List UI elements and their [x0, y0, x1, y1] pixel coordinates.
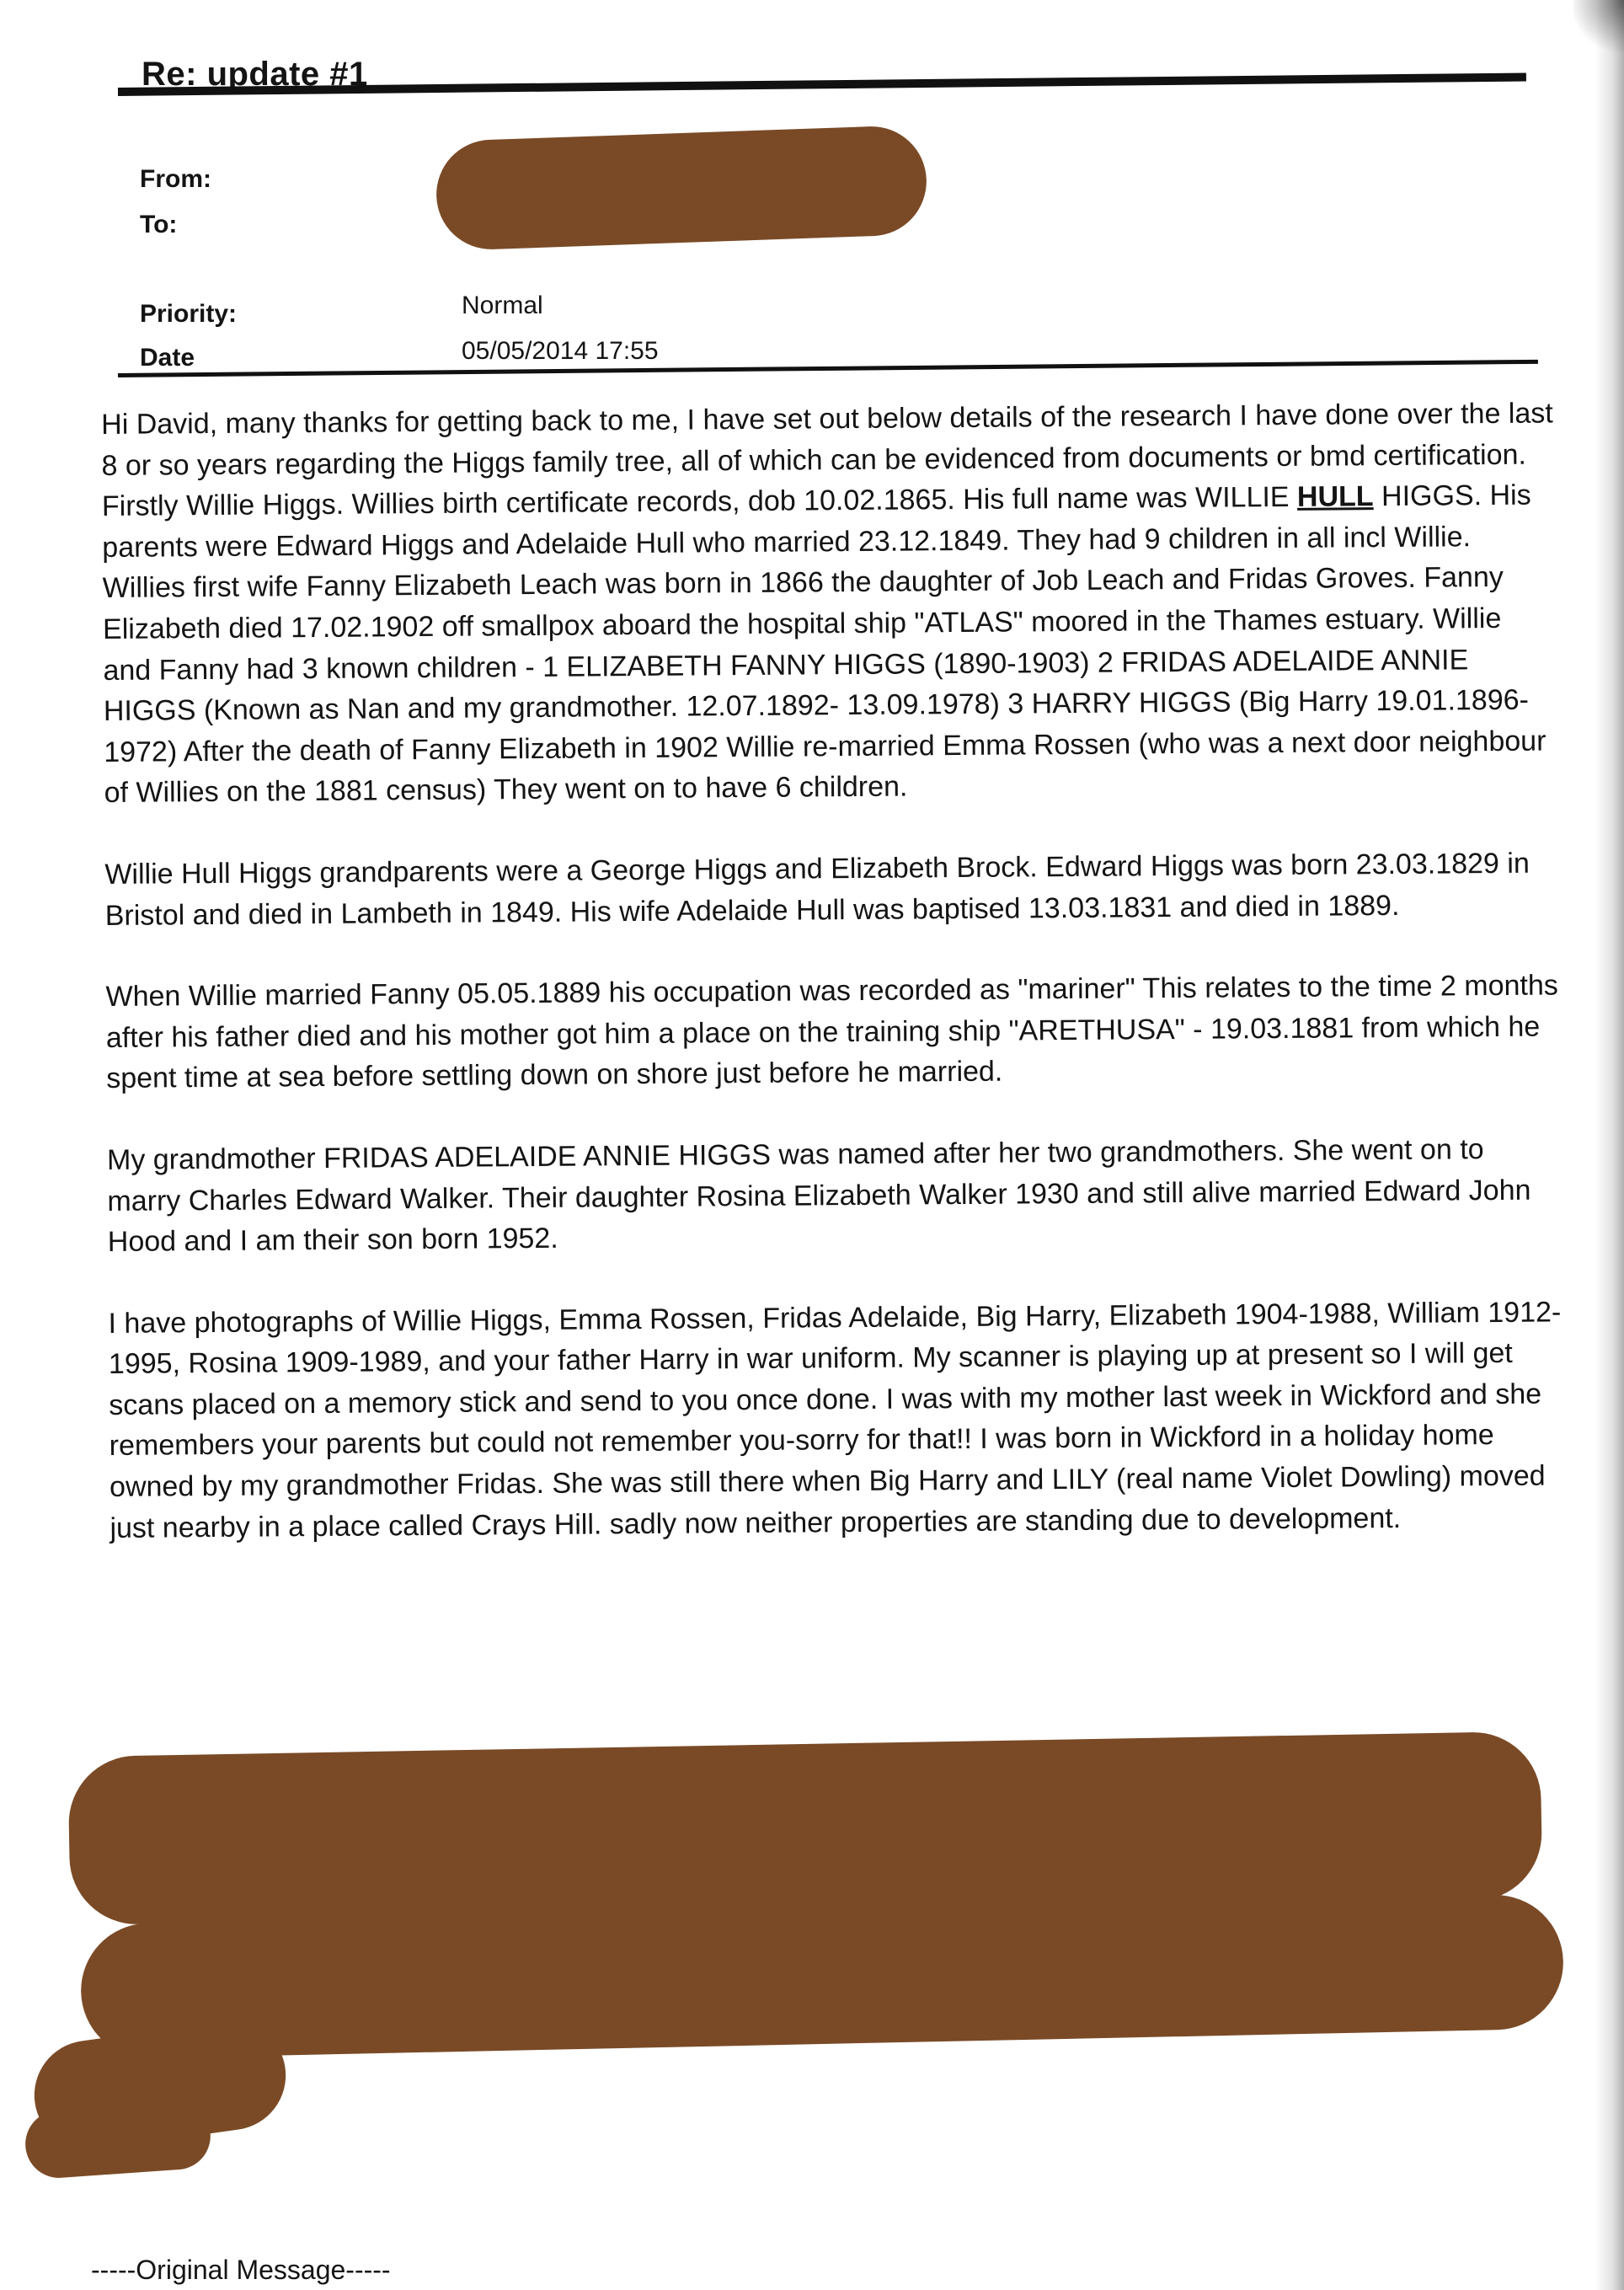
- email-subject: Re: update #1: [142, 56, 368, 93]
- email-body: [101, 393, 1563, 1589]
- body-paragraph-3: When Willie married Fanny 05.05.1889 his occupation was recorded as "mariner" This relates to the time 2 months after his father died and his mother got him a place on the training ship "ARETHUSA" - 19.03.1881 from which he spent time at sea before settling down on shore just before he married.: [105, 969, 1558, 1095]
- body-paragraph-2: Willie Hull Higgs grandparents were a George Higgs and Elizabeth Brock. Edward Higgs was born 23.03.1829 in Bristol and died in Lambeth in 1849. His wife Adelaide Hull was baptised 13.03.1831 and died in 1889.: [104, 847, 1530, 932]
- body-paragraph-4: My grandmother FRIDAS ADELAIDE ANNIE HIGGS was named after her two grandmothers. She went on to marry Charles Edward Walker. Their daughter Rosina Elizabeth Walker 1930 and still alive married Edward John Hood and I am their son born 1952.: [106, 1133, 1531, 1259]
- emphasized-name: HULL: [1296, 480, 1374, 514]
- priority-label: Priority:: [140, 300, 238, 328]
- redaction-address: [435, 125, 928, 251]
- original-message-separator: -----Original Message-----: [91, 2255, 391, 2285]
- redaction-block-1: [67, 1731, 1542, 1925]
- body-paragraph-1: Hi David, many thanks for getting back to me, I have set out below details of the research I have done over the last 8 or so years regarding the Higgs family tree, all of which can be evidenced from documents or bmd certification. Firstly Willie Higgs. Willies birth certificate records, dob 10.02.1865. His full name was WILLIE HULL HIGGS. His parents were Edward Higgs and Adelaide Hull who married 23.12.1849. They had 9 children in all incl Willie. Willies first wife Fanny Elizabeth Leach was born in 1866 the daughter of Job Leach and Fridas Groves. Fanny Elizabeth died 17.02.1902 off smallpox aboard the hospital ship "ATLAS" moored in the Thames estuary. Willie and Fanny had 3 known children - 1 ELIZABETH FANNY HIGGS (1890-1903) 2 FRIDAS ADELAIDE ANNIE HIGGS (Known as Nan and my grandmother. 12.07.1892- 13.09.1978) 3 HARRY HIGGS (Big Harry 19.01.1896-1972) After the death of Fanny Elizabeth in 1902 Willie re-married Emma Rossen (who was a next door neighbour of Willies on the 1881 census) They went on to have 6 children.: [101, 397, 1553, 810]
- redaction-block-4: [23, 2100, 212, 2180]
- date-value: 05/05/2014 17:55: [462, 337, 659, 365]
- priority-value: Normal: [462, 292, 543, 319]
- scanner-edge-noise: [1595, 0, 1624, 2290]
- header-divider: [118, 360, 1538, 377]
- to-label: To:: [140, 211, 178, 238]
- date-label: Date: [140, 344, 195, 372]
- scanner-corner-noise: [1573, 0, 1624, 59]
- body-paragraph-5: I have photographs of Willie Higgs, Emma Rossen, Fridas Adelaide, Big Harry, Elizabeth 1904-1988, William 1912-1995, Rosina 1909-1989, and your father Harry in war uniform. My scanner is playing up at present so I will get scans placed on a memory stick and send to you once done. I was with my mother last week in Wickford and she remembers your parents but could not remember you-sorry for that!! I was born in Wickford in a holiday home owned by my grandmother Fridas. She was still there when Big Harry and LILY (real name Violet Dowling) moved just nearby in a place called Crays Hill. sadly now neither properties are standing due to development.: [108, 1296, 1562, 1544]
- from-label: From:: [140, 165, 211, 193]
